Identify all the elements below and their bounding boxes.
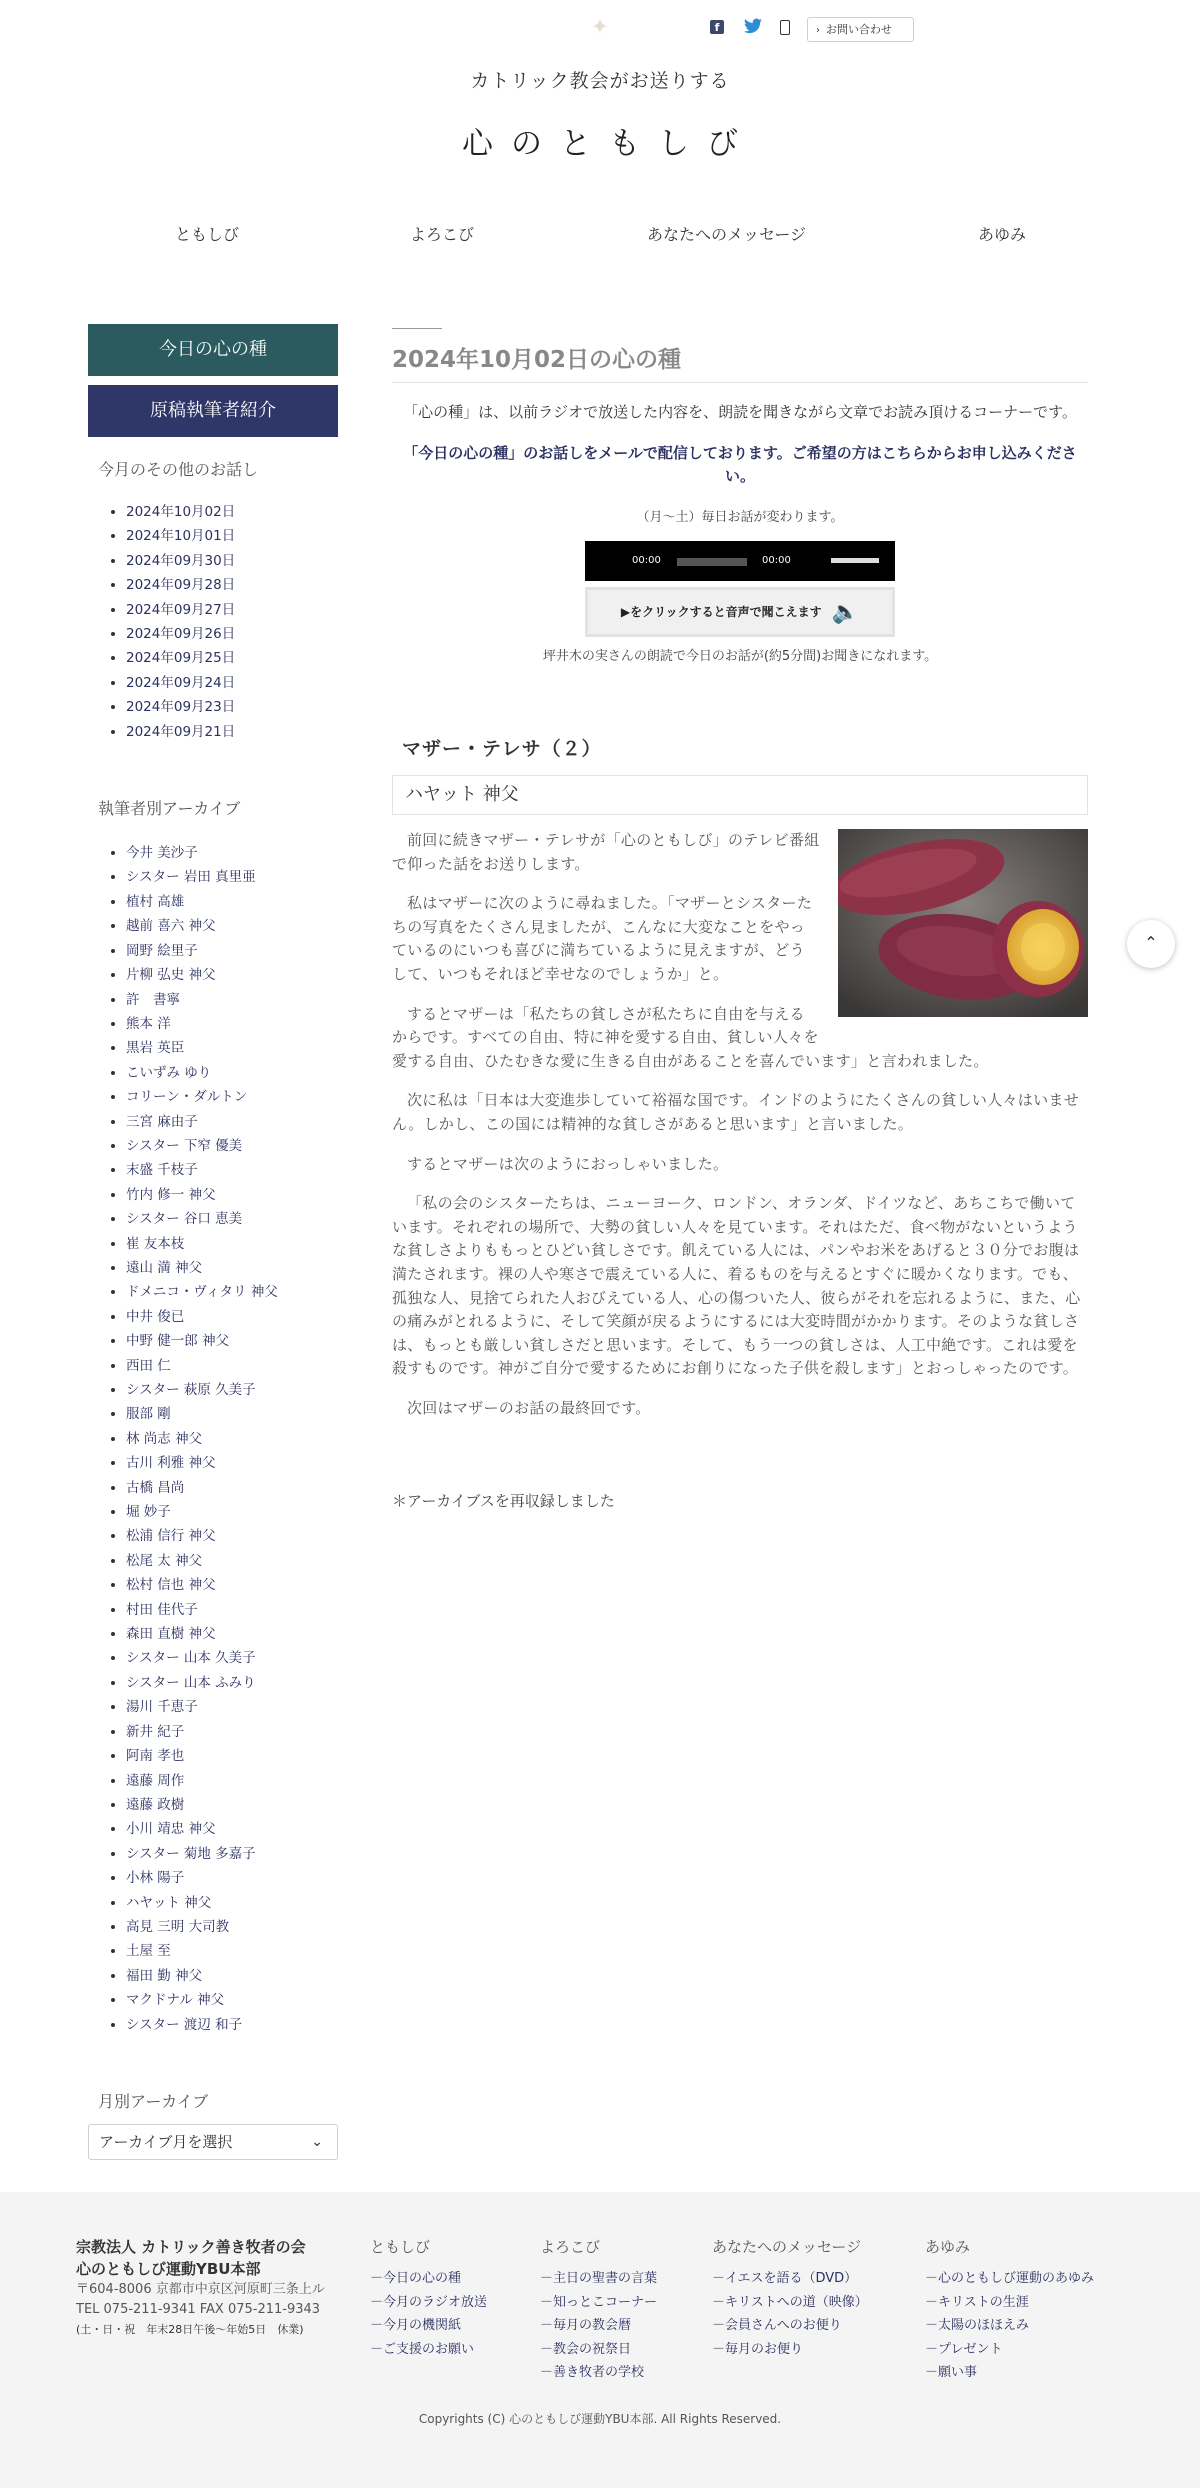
footer-link[interactable] bbox=[925, 2338, 1094, 2362]
footer-link-label: イエスを語る（DVD） bbox=[725, 2271, 858, 2286]
footer-link[interactable] bbox=[540, 2314, 657, 2338]
footer-link-label: 毎月のお便り bbox=[725, 2341, 804, 2357]
footer-link-label: キリストへの道（映像） bbox=[725, 2294, 868, 2310]
dash-icon: － bbox=[370, 2294, 384, 2310]
author-archive-link[interactable]: • シスター 岩田 真里亜 bbox=[126, 865, 338, 889]
author-archive-link[interactable]: • シスター 渡辺 和子 bbox=[126, 2013, 338, 2037]
article-paragraph: するとマザーは次のようにおっしゃいました。 bbox=[407, 1154, 729, 1173]
footer-link-label: 今月のラジオ放送 bbox=[383, 2294, 488, 2310]
dash-icon: － bbox=[370, 2271, 384, 2286]
month-post-link[interactable]: • 2024年09月26日 bbox=[126, 622, 338, 646]
author-archive-link[interactable]: • 土屋 至 bbox=[126, 1939, 338, 1963]
author-archive-link[interactable]: • 湯川 千恵子 bbox=[126, 1695, 338, 1719]
article-paragraph: 私はマザーに次のように尋ねました。「マザーとシスターたちの写真をたくさん見ましたが、こんなに大変なことをやっているのにいつも喜びに満ちているように見えますが、どうして、いつもそれほど幸せなのでしょうか」と。 bbox=[392, 894, 813, 983]
contact-button[interactable] bbox=[807, 17, 914, 42]
dash-icon: － bbox=[370, 2341, 384, 2357]
author-archive-list bbox=[88, 841, 338, 2037]
month-post-link[interactable]: • 2024年09月30日 bbox=[126, 549, 338, 573]
speaker-icon: 🔈 bbox=[831, 599, 860, 625]
author-archive-link[interactable]: • 高見 三明 大司教 bbox=[126, 1915, 338, 1939]
footer-link[interactable] bbox=[925, 2314, 1094, 2338]
footer-link[interactable] bbox=[925, 2267, 1094, 2291]
footer bbox=[0, 2192, 1200, 2488]
chevron-right-icon: › bbox=[816, 25, 820, 36]
author-archive-link[interactable]: • ドメニコ・ヴィタリ 神父 bbox=[126, 1280, 338, 1304]
site-subtitle: カトリック教会がお送りする bbox=[470, 70, 730, 92]
reader-note: 坪井木の実さんの朗読で今日のお話が(約5分間)お聞きになれます。 bbox=[542, 649, 938, 664]
month-post-link[interactable]: • 2024年09月25日 bbox=[126, 646, 338, 670]
footer-col-ayumi bbox=[925, 2236, 1094, 2385]
site-title[interactable]: 心のともしび bbox=[462, 126, 756, 162]
play-audio-button[interactable] bbox=[585, 587, 895, 637]
title-rule bbox=[392, 328, 442, 329]
footer-col-tomoshibi bbox=[370, 2236, 487, 2361]
author-archive-link[interactable]: • 服部 剛 bbox=[126, 1402, 338, 1426]
footer-col-heading: ともしび bbox=[370, 2238, 431, 2256]
chevron-up-icon: ⌃ bbox=[1144, 933, 1158, 952]
author-archive-link[interactable]: • こいずみ ゆり bbox=[126, 1061, 338, 1085]
author-archive-link[interactable]: • 遠藤 周作 bbox=[126, 1769, 338, 1793]
dash-icon: － bbox=[712, 2318, 726, 2333]
author-archive-link[interactable]: • 熊本 洋 bbox=[126, 1012, 338, 1036]
article-author: ハヤット 神父 bbox=[392, 775, 1088, 815]
nav-item-tomoshibi[interactable]: ともしび bbox=[175, 225, 240, 244]
sweet-potato-photo bbox=[838, 829, 1088, 1017]
footer-link[interactable] bbox=[712, 2314, 868, 2338]
top-bar bbox=[0, 8, 1200, 38]
article-paragraph: 次に私は「日本は大変進歩していて裕福な国です。インドのようにたくさんの貧しい人々はいません。しかし、この国には精神的な貧しさがあると思います」と言いました。 bbox=[392, 1091, 1080, 1133]
page-title: 2024年10月02日の心の種 bbox=[392, 341, 1088, 383]
footer-link-label: 太陽のほほえみ bbox=[938, 2318, 1030, 2333]
mobile-icon[interactable] bbox=[780, 20, 790, 35]
article-paragraph: するとマザーは「私たちの貧しさが私たちに自由を与えるからです。すべての自由、特に神を愛する自由、貧しい人々を愛する自由、ひたむきな愛に生きる自由があることを喜んでいます」と言われました。 bbox=[392, 1004, 989, 1070]
footer-link[interactable] bbox=[712, 2291, 868, 2315]
footer-link-label: キリストの生涯 bbox=[938, 2294, 1029, 2310]
author-archive-link[interactable]: • 中井 俊已 bbox=[126, 1305, 338, 1329]
dash-icon: － bbox=[540, 2341, 554, 2357]
author-archive-link[interactable]: • 越前 喜六 神父 bbox=[126, 914, 338, 938]
dash-icon: － bbox=[925, 2294, 939, 2310]
author-archive-link[interactable]: • 阿南 孝也 bbox=[126, 1744, 338, 1768]
audio-player[interactable] bbox=[585, 541, 895, 581]
main-content bbox=[392, 328, 1088, 1511]
author-archive-link[interactable]: • 中野 健一郎 神父 bbox=[126, 1329, 338, 1353]
footer-link-label: 教会の祝祭日 bbox=[553, 2341, 632, 2357]
author-archive-link[interactable]: • コリーン・ダルトン bbox=[126, 1085, 338, 1109]
month-post-link[interactable]: • 2024年10月01日 bbox=[126, 524, 338, 548]
footer-org-branch: 心のともしび運動YBU本部 bbox=[76, 2260, 261, 2278]
author-archive-link[interactable]: • 片柳 弘史 神父 bbox=[126, 963, 338, 987]
dash-icon: － bbox=[925, 2341, 939, 2357]
dash-icon: － bbox=[712, 2271, 726, 2286]
nav-item-ayumi[interactable]: あゆみ bbox=[978, 225, 1027, 244]
footer-col-heading: よろこび bbox=[540, 2238, 601, 2256]
footer-link[interactable] bbox=[370, 2314, 487, 2338]
author-archive-link[interactable]: • シスター 菊地 多嘉子 bbox=[126, 1842, 338, 1866]
nav-item-yorokobi[interactable]: よろこび bbox=[410, 225, 475, 244]
footer-col-heading: あなたへのメッセージ bbox=[712, 2238, 862, 2256]
author-archive-link[interactable]: • 古川 利雅 神父 bbox=[126, 1451, 338, 1475]
month-post-link[interactable]: • 2024年09月27日 bbox=[126, 598, 338, 622]
footer-link-label: 今日の心の種 bbox=[383, 2271, 462, 2286]
sidebar bbox=[88, 324, 338, 2160]
footer-link[interactable] bbox=[712, 2267, 868, 2291]
global-nav bbox=[0, 222, 1200, 252]
footer-link-label: 会員さんへのお便り bbox=[725, 2318, 842, 2333]
star-logo-icon: ✦ bbox=[590, 15, 610, 40]
author-archive-link[interactable]: • 今井 美沙子 bbox=[126, 841, 338, 865]
monthly-archive-heading: 月別アーカイブ bbox=[98, 2091, 209, 2111]
footer-link-label: プレゼント bbox=[938, 2341, 1003, 2357]
facebook-icon[interactable]: f bbox=[710, 20, 724, 34]
dash-icon: － bbox=[712, 2341, 726, 2357]
footer-col-message bbox=[712, 2236, 868, 2361]
author-archive-link[interactable]: • 堀 妙子 bbox=[126, 1500, 338, 1524]
nav-item-message[interactable]: あなたへのメッセージ bbox=[647, 225, 807, 244]
author-archive-link[interactable]: • 崔 友本枝 bbox=[126, 1232, 338, 1256]
intro-text: 「心の種」は、以前ラジオで放送した内容を、朗読を聞きながら文章でお読み頂けるコーナーです。 bbox=[403, 403, 1077, 421]
author-archive-heading: 執筆者別アーカイブ bbox=[98, 799, 241, 819]
author-archive-link[interactable]: • 許 書寧 bbox=[126, 988, 338, 1012]
month-posts-list bbox=[88, 500, 338, 744]
author-archive-link[interactable]: • 松浦 信行 神父 bbox=[126, 1524, 338, 1548]
footer-link-label: 願い事 bbox=[938, 2365, 978, 2380]
month-post-link[interactable]: • 2024年09月28日 bbox=[126, 573, 338, 597]
author-archive-link[interactable]: • 西田 仁 bbox=[126, 1354, 338, 1378]
footer-link[interactable] bbox=[712, 2338, 868, 2362]
footer-link[interactable] bbox=[370, 2291, 487, 2315]
twitter-icon[interactable] bbox=[744, 18, 762, 34]
volume-slider[interactable] bbox=[831, 558, 879, 563]
dash-icon: － bbox=[925, 2271, 939, 2286]
footer-org-name: 宗教法人 カトリック善き牧者の会 bbox=[76, 2238, 306, 2256]
footer-link[interactable] bbox=[540, 2291, 657, 2315]
today-seed-button[interactable]: 今日の心の種 bbox=[88, 324, 338, 376]
article-paragraph: 「私の会のシスターたちは、ニューヨーク、ロンドン、オランダ、ドイツなど、あちこちで働いています。それぞれの場所で、大勢の貧しい人々を見ています。それはただ、食べ物がないというような貧しさよりももっとひどい貧しさです。飢えている人には、パンやお米をあげると３０分でお腹は満たされます。裸の人や寒さで震えている人に、着るものを与えるとすぐに暖かくなります。でも、孤独な人、見捨てられた人おびえている人、心の傷ついた人、彼らがそれを忘れるように、また、心の痛みがとれるように、そして笑顔が戻るようにするには大変時間がかかります。そのような貧しさは、もっとも厳しい貧しさだと思います。そして、もう一つの貧しさは、人工中絶です。これは愛を殺すものです。神がご自分で愛するためにお創りになった子供を殺します」とおっしゃったのです。 bbox=[392, 1194, 1081, 1378]
dash-icon: － bbox=[540, 2365, 554, 2380]
article-body bbox=[392, 829, 1088, 1420]
dash-icon: － bbox=[540, 2318, 554, 2333]
author-archive-link[interactable]: • 遠藤 政樹 bbox=[126, 1793, 338, 1817]
footer-address: 〒604-8006 京都市中京区河原町三条上ル bbox=[76, 2282, 325, 2297]
article-paragraph: 前回に続きマザー・テレサが「心のともしび」のテレビ番組で仰った話をお送りします。 bbox=[392, 831, 820, 873]
dash-icon: － bbox=[540, 2271, 554, 2286]
author-archive-link[interactable]: • 村田 佳代子 bbox=[126, 1598, 338, 1622]
daily-note: （月〜土）毎日お話が変わります。 bbox=[636, 510, 844, 525]
article-heading: マザー・テレサ（２） bbox=[402, 738, 602, 760]
current-time: 00:00 bbox=[632, 555, 661, 566]
archive-note: ＊アーカイブスを再収録しました bbox=[392, 1492, 615, 1511]
footer-link-label: 毎月の教会暦 bbox=[553, 2318, 632, 2333]
footer-link-label: 善き牧者の学校 bbox=[553, 2365, 645, 2380]
footer-link[interactable] bbox=[540, 2267, 657, 2291]
dash-icon: － bbox=[925, 2365, 939, 2380]
footer-col-heading: あゆみ bbox=[925, 2238, 971, 2256]
author-archive-link[interactable]: • 森田 直樹 神父 bbox=[126, 1622, 338, 1646]
seek-bar[interactable] bbox=[677, 558, 747, 566]
author-archive-link[interactable]: • 古橋 昌尚 bbox=[126, 1476, 338, 1500]
back-to-top-button[interactable] bbox=[1127, 920, 1175, 968]
author-archive-link[interactable]: • 植村 高雄 bbox=[126, 890, 338, 914]
author-archive-link[interactable]: • 末盛 千枝子 bbox=[126, 1158, 338, 1182]
footer-phone: TEL 075-211-9341 FAX 075-211-9343 bbox=[76, 2302, 321, 2317]
author-archive-link[interactable]: • 松尾 太 神父 bbox=[126, 1549, 338, 1573]
author-archive-link[interactable]: • 福田 勤 神父 bbox=[126, 1964, 338, 1988]
author-archive-link[interactable]: • シスター 谷口 恵美 bbox=[126, 1207, 338, 1231]
month-post-link[interactable]: • 2024年09月21日 bbox=[126, 720, 338, 744]
month-post-link[interactable]: • 2024年10月02日 bbox=[126, 500, 338, 524]
footer-link[interactable] bbox=[540, 2361, 657, 2385]
footer-link[interactable] bbox=[370, 2338, 487, 2362]
footer-link[interactable] bbox=[370, 2267, 487, 2291]
author-archive-link[interactable]: • 松村 信也 神父 bbox=[126, 1573, 338, 1597]
footer-col-yorokobi bbox=[540, 2236, 657, 2385]
author-archive-link[interactable]: • シスター 下窄 優美 bbox=[126, 1134, 338, 1158]
author-archive-link[interactable]: • シスター 山本 ふみり bbox=[126, 1671, 338, 1695]
dash-icon: － bbox=[540, 2294, 554, 2310]
footer-link-label: 主日の聖書の言葉 bbox=[553, 2271, 658, 2286]
mail-signup-link[interactable]: 「今日の心の種」のお話しをメールで配信しております。ご希望の方はこちらからお申し込みください。 bbox=[403, 444, 1077, 485]
dash-icon: － bbox=[712, 2294, 726, 2310]
author-archive-link[interactable]: • シスター 山本 久美子 bbox=[126, 1646, 338, 1670]
copyright: Copyrights (C) 心のともしび運動YBU本部. All Rights Reserved. bbox=[418, 2412, 782, 2426]
footer-org bbox=[76, 2236, 356, 2340]
author-archive-link[interactable]: • 三宮 麻由子 bbox=[126, 1110, 338, 1134]
footer-link[interactable] bbox=[540, 2338, 657, 2362]
footer-link[interactable] bbox=[925, 2291, 1094, 2315]
author-archive-link[interactable]: • マクドナル 神父 bbox=[126, 1988, 338, 2012]
month-posts-heading: 今月のその他のお話し bbox=[98, 460, 259, 479]
author-archive-link[interactable]: • ハヤット 神父 bbox=[126, 1891, 338, 1915]
author-archive-link[interactable]: • 小川 靖忠 神父 bbox=[126, 1817, 338, 1841]
monthly-select-value: アーカイブ月を選択 bbox=[99, 2132, 233, 2151]
footer-link-label: 知っとこコーナー bbox=[553, 2294, 658, 2310]
author-archive-link[interactable]: • 黒岩 英臣 bbox=[126, 1036, 338, 1060]
play-audio-label: ▶をクリックすると音声で聞こえます bbox=[620, 605, 822, 619]
footer-link[interactable] bbox=[925, 2361, 1094, 2385]
dash-icon: － bbox=[370, 2318, 384, 2333]
footer-link-label: 今月の機関紙 bbox=[383, 2318, 462, 2333]
author-archive-link[interactable]: • 新井 紀子 bbox=[126, 1720, 338, 1744]
author-archive-link[interactable]: • 小林 陽子 bbox=[126, 1866, 338, 1890]
month-post-link[interactable]: • 2024年09月24日 bbox=[126, 671, 338, 695]
footer-holiday: (土・日・祝 年末28日午後〜年始5日 休業) bbox=[76, 2323, 304, 2336]
footer-link-label: 心のともしび運動のあゆみ bbox=[938, 2271, 1095, 2286]
author-archive-link[interactable]: • 岡野 絵里子 bbox=[126, 939, 338, 963]
article-paragraph: 次回はマザーのお話の最終回です。 bbox=[407, 1398, 651, 1417]
footer-link-label: ご支援のお願い bbox=[383, 2341, 475, 2357]
month-post-link[interactable]: • 2024年09月23日 bbox=[126, 695, 338, 719]
total-time: 00:00 bbox=[762, 555, 791, 566]
author-archive-link[interactable]: • シスター 萩原 久美子 bbox=[126, 1378, 338, 1402]
chevron-down-icon: ⌄ bbox=[311, 2133, 323, 2150]
author-archive-link[interactable]: • 林 尚志 神父 bbox=[126, 1427, 338, 1451]
writers-button[interactable]: 原稿執筆者紹介 bbox=[88, 385, 338, 437]
dash-icon: － bbox=[925, 2318, 939, 2333]
contact-label: お問い合わせ bbox=[826, 23, 892, 36]
monthly-archive-select[interactable] bbox=[88, 2124, 338, 2160]
author-archive-link[interactable]: • 竹内 修一 神父 bbox=[126, 1183, 338, 1207]
author-archive-link[interactable]: • 遠山 満 神父 bbox=[126, 1256, 338, 1280]
